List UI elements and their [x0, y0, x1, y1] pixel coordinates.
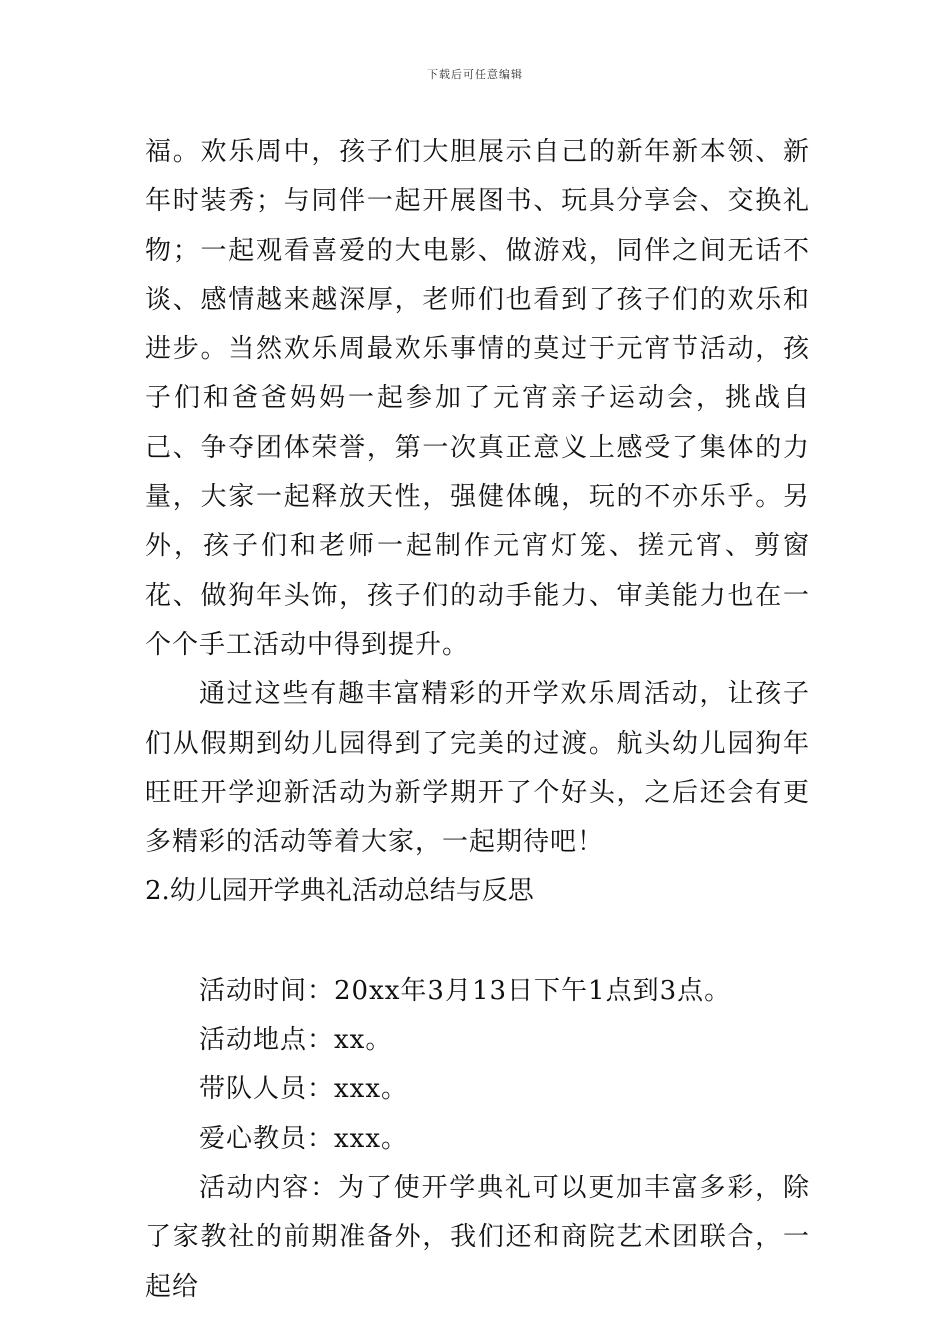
activity-location: 活动地点：xx。 [199, 1025, 393, 1056]
page-header-note: 下载后可任意编辑 [427, 68, 523, 81]
paragraph-joy-week: 福。欢乐周中，孩子们大胆展示自己的新年新本领、新年时装秀；与同伴一起开展图书、玩具分享会、交换礼物；一起观看喜爱的大电影、做游戏，同伴之间无话不谈、感情越来越深厚，老师们也看到了孩子们的欢乐和进步。当然欢乐周最欢乐事情的莫过于元宵节活动，孩子们和爸爸妈妈一起参加了元宵亲子运动会，挑战自己、争夺团体荣誉，第一次真正意义上感受了集体的力量，大家一起释放天性，强健体魄，玩的不亦乐乎。另外，孩子们和老师一起制作元宵灯笼、搓元宵、剪窗花、做狗年头饰，孩子们的动手能力、审美能力也在一个个手工活动中得到提升。 [145, 137, 810, 660]
section-title: 2.幼儿园开学典礼活动总结与反思 [145, 876, 534, 907]
section-spacer [145, 917, 810, 967]
paragraph-transition: 通过这些有趣丰富精彩的开学欢乐周活动，让孩子们从假期到幼儿园得到了完美的过渡。航头幼儿园狗年旺旺开学迎新活动为新学期开了个好头，之后还会有更多精彩的活动等着大家，一起期待吧！ [145, 679, 810, 858]
activity-content: 活动内容：为了使开学典礼可以更加丰富多彩，除了家教社的前期准备外，我们还和商院艺术团联合，一起给 [145, 1172, 810, 1302]
activity-teacher: 爱心教员：xxx。 [199, 1123, 408, 1154]
activity-time: 活动时间：20xx年3月13日下午1点到3点。 [199, 975, 732, 1006]
activity-leader: 带队人员：xxx。 [199, 1074, 408, 1105]
document-body [145, 128, 810, 1312]
